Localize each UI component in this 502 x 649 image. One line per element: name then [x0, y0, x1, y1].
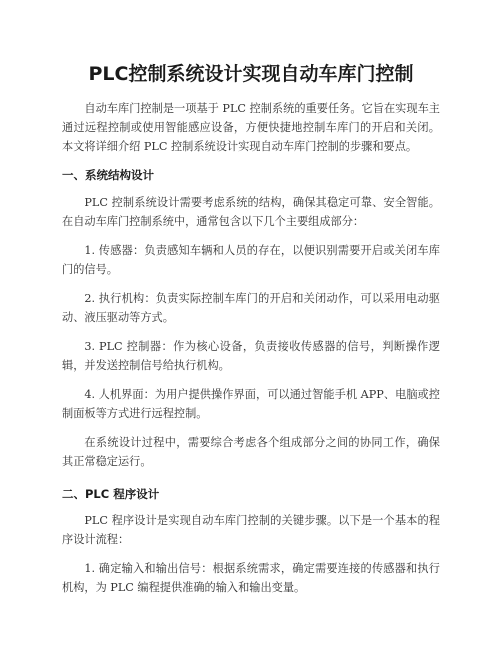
section-heading-program: 二、PLC 程序设计 [62, 487, 160, 501]
list-item-text: 3. PLC 控制器：作为核心设备，负责接收传感器的信号，判断操作逻辑，并发送控制信号给执行机构。 [62, 340, 440, 372]
intro-paragraph [62, 99, 440, 156]
list-item-text: 4. 人机界面：为用户提供操作界面，可以通过智能手机 APP、电脑或控制面板等方式进行远程控制。 [62, 388, 440, 420]
list-item-text: 1. 确定输入和输出信号：根据系统需求，确定需要连接的传感器和执行机构，为 PLC 编程提供准确的输入和输出变量。 [62, 562, 440, 594]
document-title: PLC控制系统设计实现自动车库门控制 [88, 63, 414, 85]
intro-text: 自动车库门控制是一项基于 PLC 控制系统的重要任务。它旨在实现车主通过远程控制或使用智能感应设备，方便快捷地控制车库门的开启和关闭。本文将详细介绍 PLC 控制系统设计实现自动车库门控制的步骤和要点。 [62, 102, 440, 153]
paragraph-text: 在系统设计过程中，需要综合考虑各个组成部分之间的协同工作，确保其正常稳定运行。 [62, 436, 440, 468]
list-item-io-signals [62, 559, 440, 597]
section-structure-closing [62, 433, 440, 471]
section-program-intro [62, 511, 440, 549]
list-item-text: 1. 传感器：负责感知车辆和人员的存在，以便识别需要开启或关闭车库门的信号。 [62, 244, 440, 276]
section-structure-intro [62, 193, 440, 231]
list-item-text: 2. 执行机构：负责实际控制车库门的开启和关闭动作，可以采用电动驱动、液压驱动等方式。 [62, 292, 440, 324]
list-item-hmi [62, 385, 440, 423]
list-item-sensor [62, 241, 440, 279]
paragraph-text: PLC 控制系统设计需要考虑系统的结构，确保其稳定可靠、安全智能。在自动车库门控制系统中，通常包含以下几个主要组成部分： [62, 196, 440, 228]
list-item-plc-controller [62, 337, 440, 375]
paragraph-text: PLC 程序设计是实现自动车库门控制的关键步骤。以下是一个基本的程序设计流程： [62, 514, 440, 546]
list-item-actuator [62, 289, 440, 327]
section-heading-structure: 一、系统结构设计 [62, 168, 154, 182]
